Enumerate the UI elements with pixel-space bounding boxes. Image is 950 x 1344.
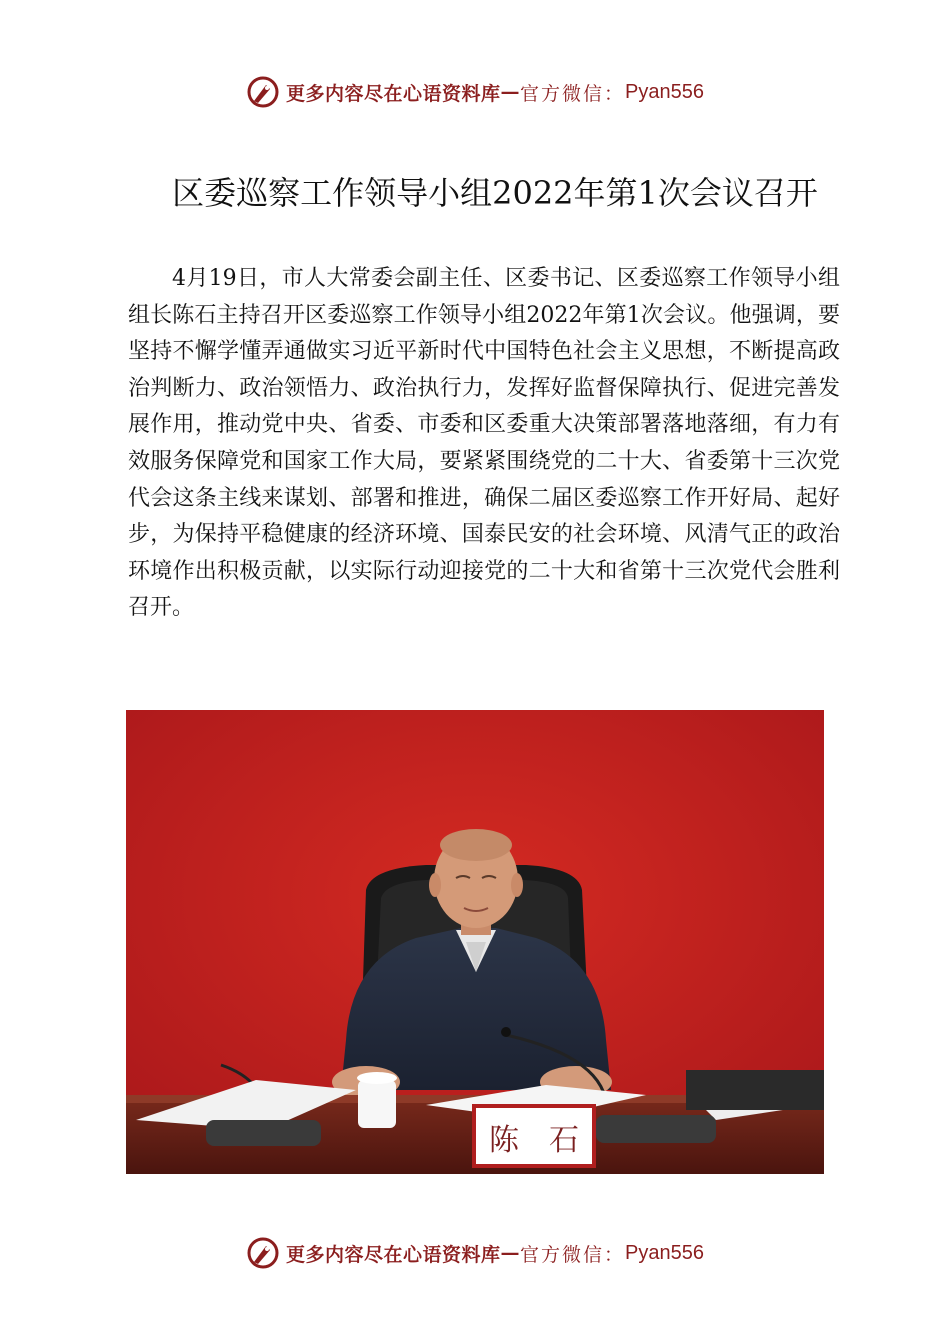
brand-name: 更多内容尽在心语资料库 xyxy=(286,82,501,105)
article-body: 4月19日，市人大常委会副主任、区委书记、区委巡察工作领导小组组长陈石主持召开区委巡察工作领导小组2022年第1次会议。他强调，要坚持不懈学懂弄通做实习近平新时代中国特色社会主义思想，不断提高政治判断力、政治领悟力、政治执行力，发挥好监督保障执行、促进完善发展作用，推动党中央、省委、市委和区委重大决策部署落地落细，有力有效服务保障党和国家工作大局，要紧紧围绕党的二十大、省委第十三次党代会这条主线来谋划、部署和推进，确保二届区委巡察工作开好局、起好步，为保持平稳健康的经济环境、国泰民安的社会环境、风清气正的政治环境作出积极贡献，以实际行动迎接党的二十大和省第十三次党代会胜利召开。 xyxy=(128,266,840,621)
article-title: 区委巡察工作领导小组2022年第1次会议召开 xyxy=(172,174,818,212)
wechat-id: Pyan556 xyxy=(625,1241,704,1264)
pen-nib-logo-icon xyxy=(246,75,280,109)
meeting-photo xyxy=(126,710,824,1174)
wechat-label: 官方微信： xyxy=(520,82,626,105)
brand-name: 更多内容尽在心语资料库 xyxy=(286,1243,501,1266)
nameplate-text: 陈 石 xyxy=(489,1123,579,1158)
header-banner xyxy=(0,70,950,114)
wechat-id: Pyan556 xyxy=(625,80,704,103)
footer-banner xyxy=(0,1231,950,1275)
banner-dash: — xyxy=(500,81,521,103)
banner-dash: — xyxy=(500,1242,521,1264)
pen-nib-logo-icon xyxy=(246,1236,280,1270)
wechat-label: 官方微信： xyxy=(520,1243,626,1266)
